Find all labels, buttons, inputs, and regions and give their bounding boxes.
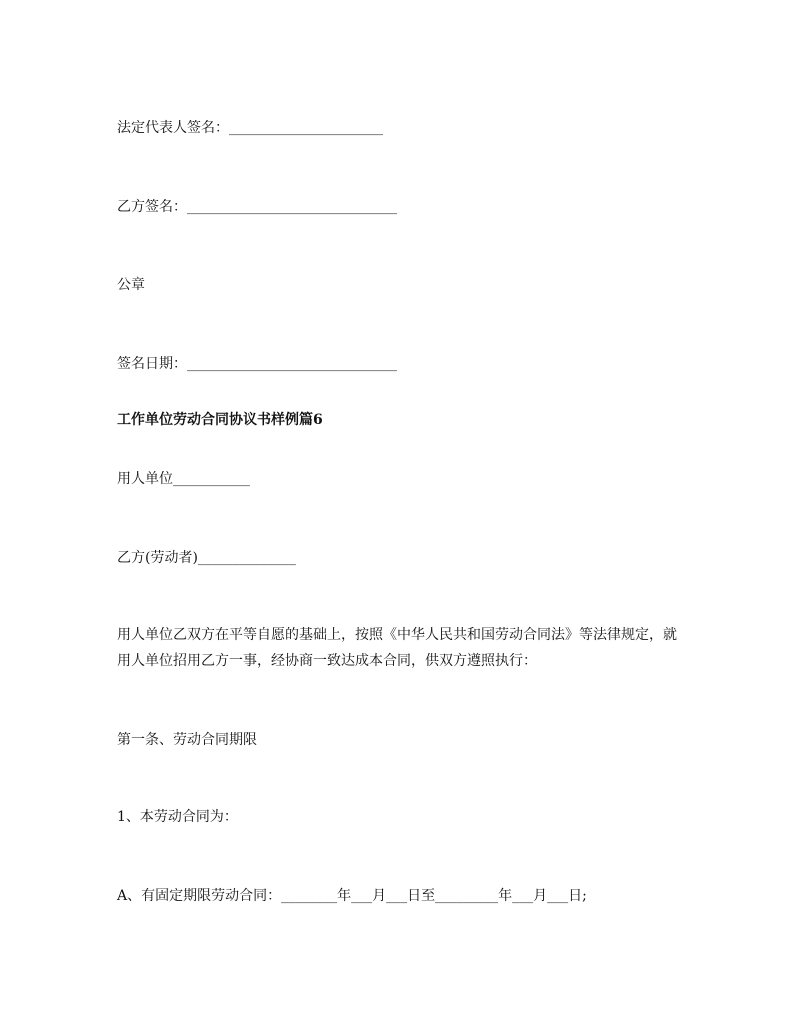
signature-date-line: 签名日期：______________________________ bbox=[117, 356, 397, 372]
seal-label: 公章 bbox=[117, 277, 145, 293]
article-one-heading: 第一条、劳动合同期限 bbox=[117, 732, 257, 748]
clause-a-fixed-term: A、有固定期限劳动合同：________年___月___日至_________年___月___日; bbox=[117, 888, 587, 904]
section-heading: 工作单位劳动合同协议书样例篇6 bbox=[117, 412, 323, 428]
employer-line: 用人单位___________ bbox=[117, 471, 250, 487]
party-b-signature-line: 乙方签名：______________________________ bbox=[117, 199, 397, 215]
intro-paragraph: 用人单位乙双方在平等自愿的基础上，按照《中华人民共和国劳动合同法》等法律规定，就用人单位招用乙方一事，经协商一致达成本合同，供双方遵照执行： bbox=[117, 627, 677, 669]
clause-one: 1、本劳动合同为： bbox=[117, 809, 238, 825]
party-b-worker-line: 乙方(劳动者)______________ bbox=[117, 550, 296, 566]
legal-rep-signature-line: 法定代表人签名：______________________ bbox=[117, 120, 383, 136]
